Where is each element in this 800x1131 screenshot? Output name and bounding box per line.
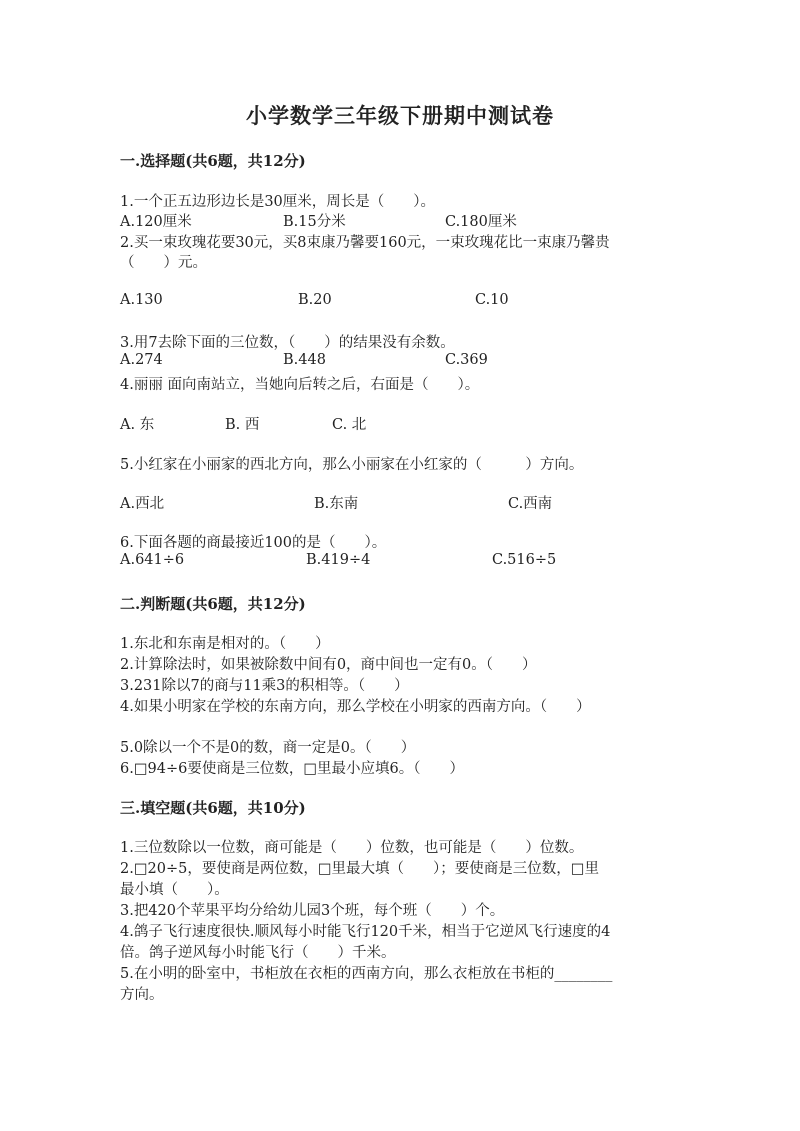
option-a: A.西北 xyxy=(120,496,165,512)
fill-item: 5.在小明的卧室中，书柜放在衣柜的西南方向，那么衣柜放在书柜的________ xyxy=(120,966,613,982)
page-title: 小学数学三年级下册期中测试卷 xyxy=(246,103,554,128)
option-c: C.西南 xyxy=(508,496,553,512)
option-c: C. 北 xyxy=(332,417,367,433)
question-stem: 4.丽丽 面向南站立，当她向后转之后，右面是（ ）。 xyxy=(120,377,480,393)
section-heading-choice: 一.选择题(共6题，共12分) xyxy=(120,152,306,170)
fill-item: 1.三位数除以一位数，商可能是（ ）位数，也可能是（ ）位数。 xyxy=(120,840,584,856)
option-c: C.10 xyxy=(475,292,509,308)
question-stem: 1.一个正五边形边长是30厘米，周长是（ ）。 xyxy=(120,194,436,210)
option-c: C.369 xyxy=(445,352,488,368)
section-heading-judge: 二.判断题(共6题，共12分) xyxy=(120,595,306,613)
option-b: B.20 xyxy=(298,292,332,308)
option-b: B. 西 xyxy=(225,417,260,433)
judge-item: 3.231除以7的商与11乘3的积相等。（ ） xyxy=(120,678,409,694)
judge-item: 2.计算除法时，如果被除数中间有0，商中间也一定有0。（ ） xyxy=(120,657,537,673)
judge-item: 5.0除以一个不是0的数，商一定是0。（ ） xyxy=(120,740,416,756)
option-b: B.448 xyxy=(283,352,326,368)
option-c: C.180厘米 xyxy=(445,214,517,230)
fill-item: 4.鸽子飞行速度很快.顺风每小时能飞行120千米，相当于它逆风飞行速度的4 xyxy=(120,924,611,940)
section-heading-fill: 三.填空题(共6题，共10分) xyxy=(120,799,306,817)
option-c: C.516÷5 xyxy=(492,552,557,568)
fill-item: 3.把420个苹果平均分给幼儿园3个班，每个班（ ）个。 xyxy=(120,903,505,919)
option-a: A.641÷6 xyxy=(120,552,185,568)
judge-item: 4.如果小明家在学校的东南方向，那么学校在小明家的西南方向。（ ） xyxy=(120,699,591,715)
question-stem: 3.用7去除下面的三位数，（ ）的结果没有余数。 xyxy=(120,335,455,351)
fill-item: 2.□20÷5，要使商是两位数，□里最大填（ ）；要使商是三位数，□里 xyxy=(120,861,600,877)
option-a: A.120厘米 xyxy=(120,214,192,230)
judge-item: 1.东北和东南是相对的。（ ） xyxy=(120,636,330,652)
fill-item-continued: 方向。 xyxy=(120,987,164,1003)
judge-item: 6.□94÷6要使商是三位数，□里最小应填6。（ ） xyxy=(120,761,465,777)
option-b: B.15分米 xyxy=(283,214,346,230)
option-a: A.274 xyxy=(120,352,163,368)
question-stem: 2.买一束玫瑰花要30元，买8束康乃馨要160元，一束玫瑰花比一束康乃馨贵 xyxy=(120,235,610,251)
fill-item-continued: 最小填（ ）。 xyxy=(120,882,229,898)
option-b: B.东南 xyxy=(314,496,359,512)
option-a: A. 东 xyxy=(120,417,155,433)
question-stem-continued: （ ）元。 xyxy=(120,255,207,271)
question-stem: 6.下面各题的商最接近100的是（ ）。 xyxy=(120,535,387,551)
fill-item-continued: 倍。鸽子逆风每小时能飞行（ ）千米。 xyxy=(120,945,396,961)
question-stem: 5.小红家在小丽家的西北方向，那么小丽家在小红家的（ ）方向。 xyxy=(120,457,584,473)
option-b: B.419÷4 xyxy=(306,552,371,568)
option-a: A.130 xyxy=(120,292,163,308)
